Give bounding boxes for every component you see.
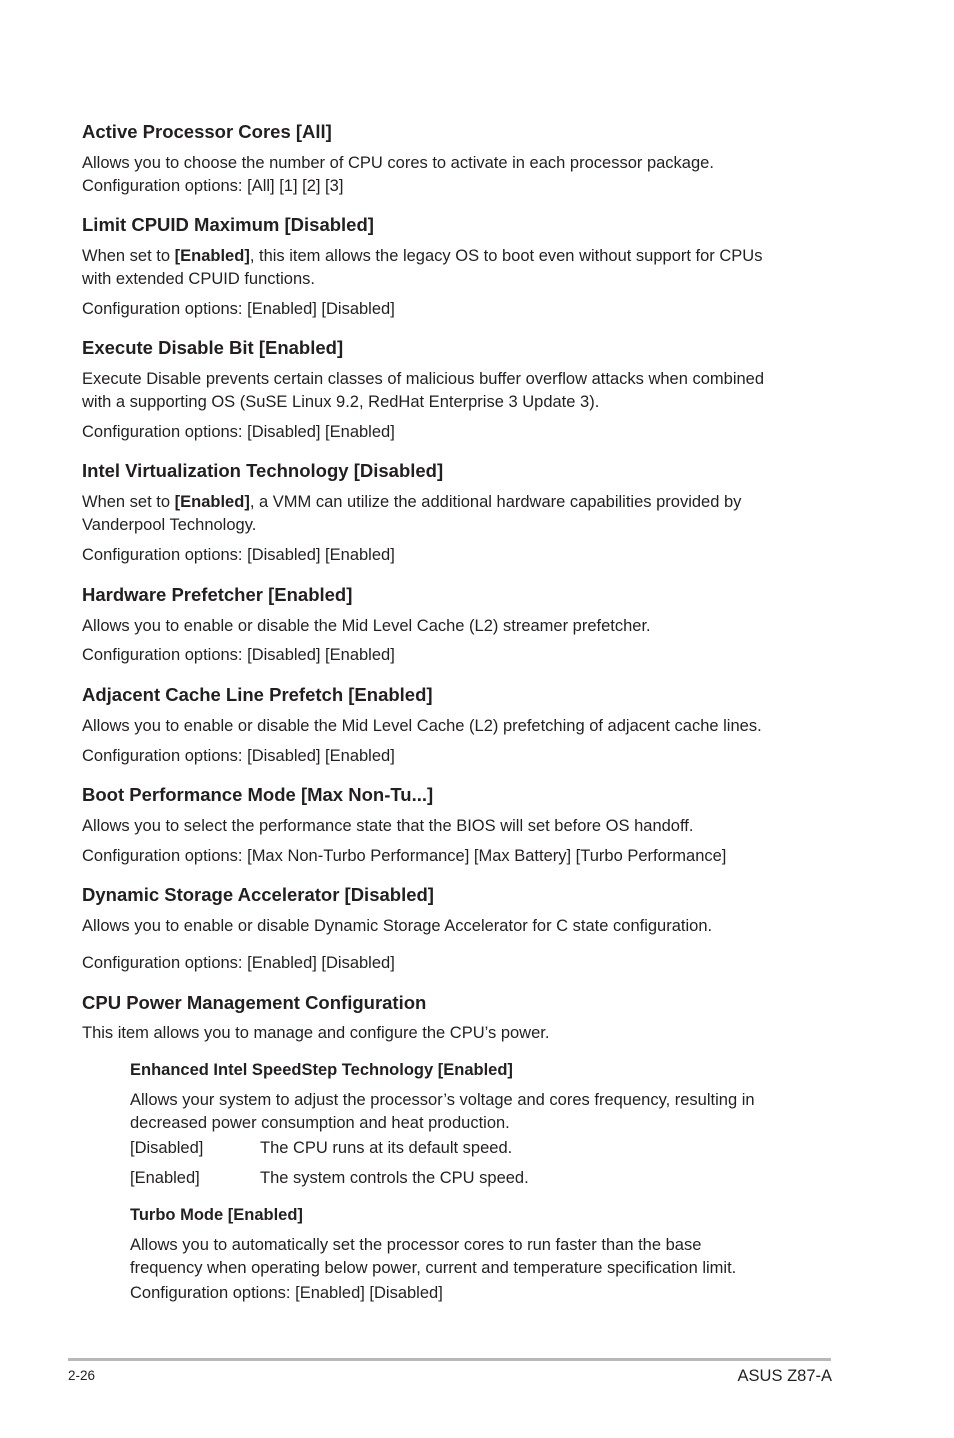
paragraph-text: Allows your system to adjust the processor’s voltage and cores frequency, resulting in [130,1091,755,1109]
footer-divider [68,1358,831,1361]
heading-execute-disable-bit: Execute Disable Bit [Enabled] [82,337,344,358]
subheading-turbo-mode: Turbo Mode [Enabled] [130,1206,303,1224]
page-number: 2-26 [68,1368,96,1383]
paragraph-text: with a supporting OS (SuSE Linux 9.2, RedHat Enterprise 3 Update 3). [82,393,600,411]
heading-adjacent-cache-line: Adjacent Cache Line Prefetch [Enabled] [82,684,433,705]
paragraph-text: decreased power consumption and heat production. [130,1114,510,1132]
config-options: Configuration options: [Disabled] [Enabled] [82,646,395,664]
config-options: Configuration options: [Disabled] [Enabled] [82,423,395,441]
config-options: Configuration options: [Enabled] [Disabled] [82,954,395,972]
config-options: Configuration options: [Max Non-Turbo Performance] [Max Battery] [Turbo Performance] [82,847,727,865]
paragraph-text: Allows you to choose the number of CPU cores to activate in each processor package. [82,154,714,172]
heading-cpu-power-management: CPU Power Management Configuration [82,992,427,1013]
option-label: [Enabled] [130,1169,200,1187]
option-description: The CPU runs at its default speed. [260,1139,513,1157]
option-label: [Disabled] [130,1139,204,1157]
paragraph-text: frequency when operating below power, current and temperature specification limit. [130,1259,737,1277]
paragraph-text: Allows you to enable or disable the Mid Level Cache (L2) streamer prefetcher. [82,617,651,635]
heading-boot-performance-mode: Boot Performance Mode [Max Non-Tu...] [82,784,434,805]
heading-hardware-prefetcher: Hardware Prefetcher [Enabled] [82,584,353,605]
paragraph-text: Allows you to automatically set the processor cores to run faster than the base [130,1236,702,1254]
heading-active-processor-cores: Active Processor Cores [All] [82,121,332,142]
paragraph-text: Execute Disable prevents certain classes of malicious buffer overflow attacks when combined [82,370,765,388]
product-name: ASUS Z87-A [737,1367,832,1385]
heading-limit-cpuid: Limit CPUID Maximum [Disabled] [82,214,374,235]
paragraph-text: Allows you to select the performance state that the BIOS will set before OS handoff. [82,817,694,835]
config-options: Configuration options: [Enabled] [Disabled] [130,1284,443,1302]
config-options: Configuration options: [All] [1] [2] [3] [82,177,344,195]
subheading-enhanced-speedstep: Enhanced Intel SpeedStep Technology [Enabled] [130,1061,513,1079]
paragraph-text: When set to [Enabled], a VMM can utilize the additional hardware capabilities provided by [82,493,742,511]
config-options: Configuration options: [Disabled] [Enabled] [82,747,395,765]
bold-value: [Enabled] [174,247,250,265]
paragraph-text: This item allows you to manage and configure the CPU’s power. [82,1024,550,1042]
heading-intel-virtualization: Intel Virtualization Technology [Disabled] [82,460,444,481]
paragraph-text: Allows you to enable or disable Dynamic Storage Accelerator for C state configuration. [82,917,713,935]
option-description: The system controls the CPU speed. [260,1169,529,1187]
bold-value: [Enabled] [174,493,250,511]
config-options: Configuration options: [Disabled] [Enabled] [82,546,395,564]
paragraph-text: Vanderpool Technology. [82,516,257,534]
heading-dynamic-storage-accelerator: Dynamic Storage Accelerator [Disabled] [82,884,434,905]
paragraph-text: Allows you to enable or disable the Mid Level Cache (L2) prefetching of adjacent cache lines. [82,717,762,735]
config-options: Configuration options: [Enabled] [Disabled] [82,300,395,318]
paragraph-text: with extended CPUID functions. [82,270,315,288]
paragraph-text: When set to [Enabled], this item allows the legacy OS to boot even without support for CPUs [82,247,763,265]
